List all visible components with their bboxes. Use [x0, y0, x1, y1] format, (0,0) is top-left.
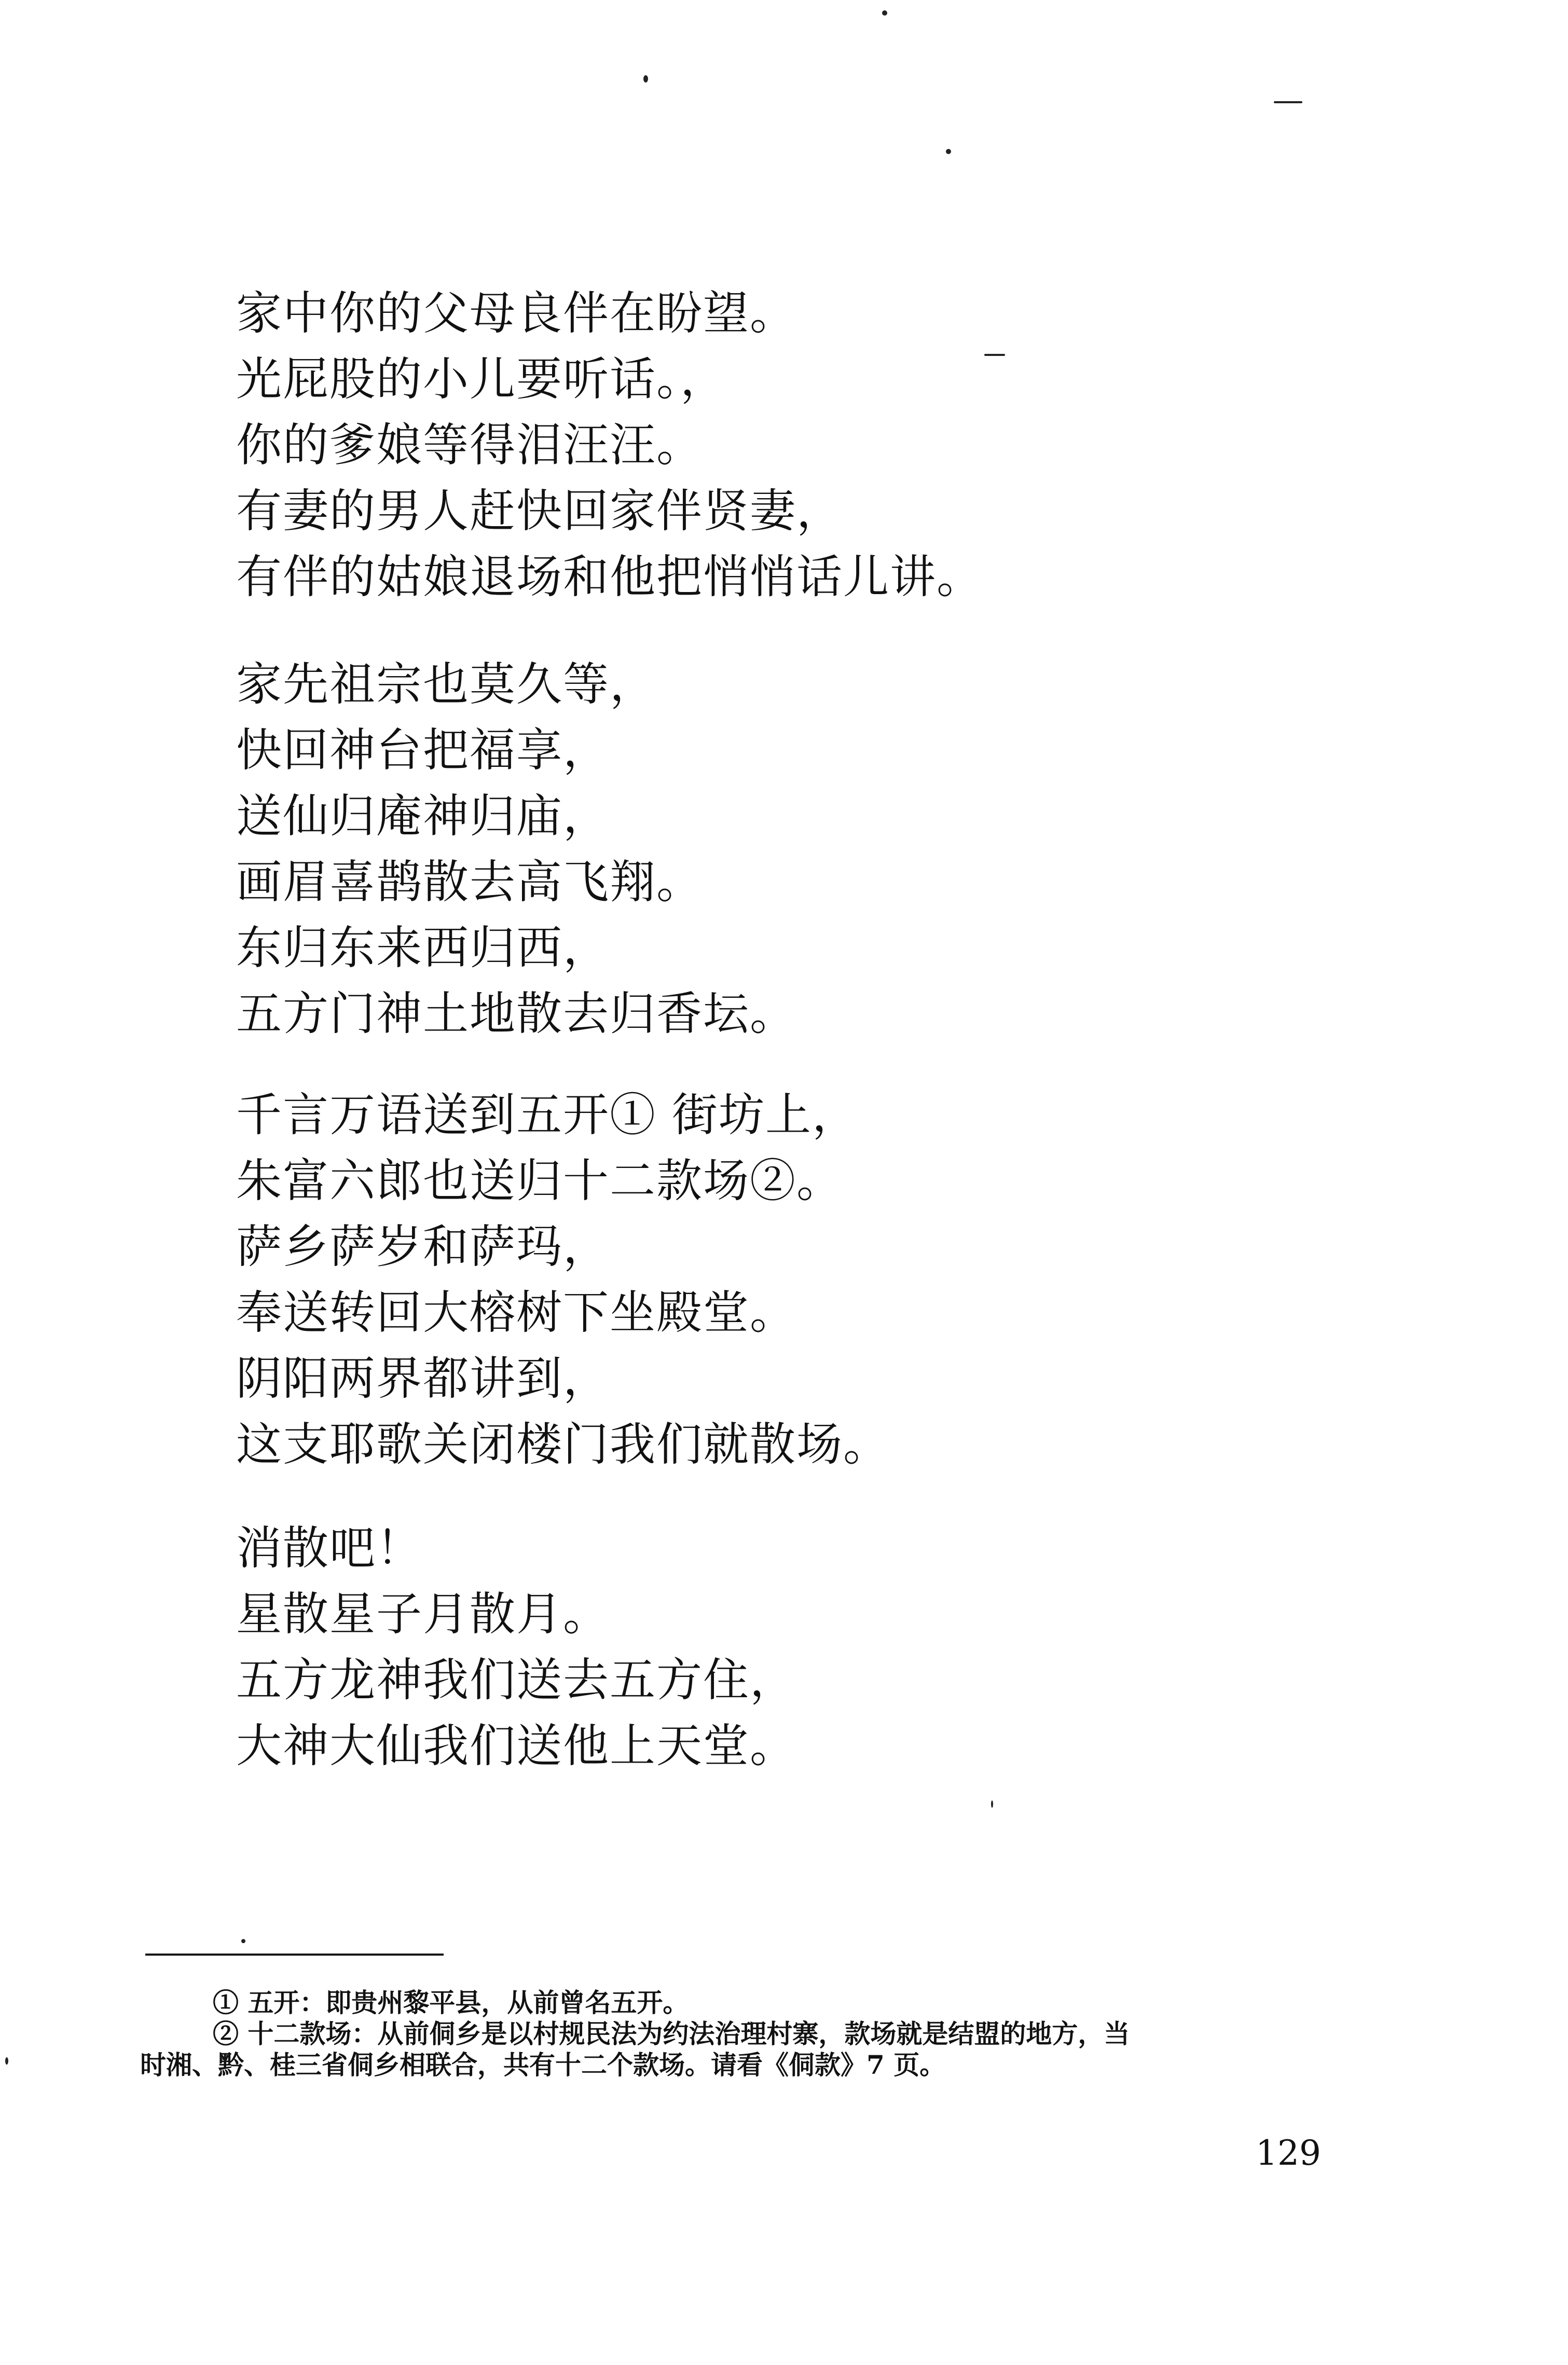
poem-line: 光屁股的小儿要听话。， [236, 352, 727, 406]
poem-line: 画眉喜鹊散去高飞翔。 [236, 855, 704, 909]
poem-line: 朱富六郎也送归十二款场②。 [236, 1154, 844, 1207]
poem-line: 这支耶歌关闭楼门我们就散场。 [236, 1418, 890, 1471]
poem-line: 消散吧！ [236, 1521, 423, 1575]
footnote-2: ② 十二款场：从前侗乡是以村规民法为约法治理村寨，款场就是结盟的地方，当 [213, 2018, 1130, 2049]
poem-line: 五方龙神我们送去五方住， [236, 1653, 797, 1707]
poem-stanza [236, 1515, 1378, 1779]
scan-speck [882, 10, 887, 16]
poem-line: 五方门神土地散去归香坛。 [236, 987, 797, 1040]
poem-line: 有伴的姑娘退场和他把悄悄话儿讲。 [236, 550, 984, 603]
poem-line: 大神大仙我们送他上天堂。 [236, 1719, 797, 1772]
poem-line: 家中你的父母良伴在盼望。 [236, 286, 797, 340]
footnote-divider [145, 1954, 444, 1956]
poem-line: 星散星子月散月。 [236, 1587, 610, 1641]
footnote-2-continuation: 时湘、黔、桂三省侗乡相联合，共有十二个款场。请看《侗款》7 页。 [140, 2050, 946, 2080]
poem-line: 千言万语送到五开① 街坊上， [236, 1088, 859, 1142]
poem-line: 快回神台把福享， [236, 723, 610, 777]
footnote-1: ① 五开：即贵州黎平县，从前曾名五开。 [213, 1987, 689, 2018]
poem-line: 阴阳两界都讲到， [236, 1352, 610, 1405]
scan-speck [991, 1800, 993, 1808]
page-number: 129 [1256, 2133, 1321, 2173]
scan-speck [1274, 101, 1302, 103]
poem-line: 家先祖宗也莫久等， [236, 657, 657, 711]
poem-line: 奉送转回大榕树下坐殿堂。 [236, 1286, 797, 1339]
poem-stanza [236, 280, 1378, 610]
poem-line: 有妻的男人赶快回家伴贤妻， [236, 484, 844, 538]
poem-line: 送仙归庵神归庙， [236, 789, 610, 843]
scan-speck [946, 149, 951, 154]
scan-speck [643, 75, 648, 82]
scan-speck [984, 354, 1005, 356]
scan-speck [5, 2057, 8, 2065]
poem-stanza [236, 651, 1378, 1047]
poem-line: 东归东来西归西， [236, 921, 610, 974]
poem-line: 你的爹娘等得泪汪汪。 [236, 418, 704, 472]
poem-line: 萨乡萨岁和萨玛， [236, 1220, 610, 1273]
scan-speck [241, 1939, 245, 1943]
poem-stanza [236, 1082, 1378, 1477]
footnotes [140, 1987, 1375, 2081]
